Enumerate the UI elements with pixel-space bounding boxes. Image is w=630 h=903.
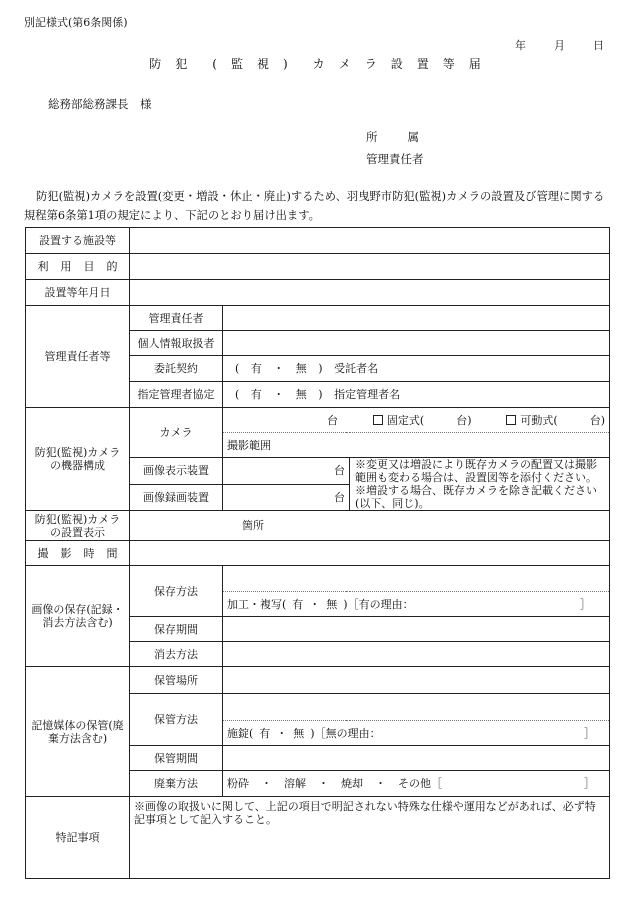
row-shooting-time (26, 541, 610, 566)
title-char: ( (212, 57, 217, 71)
erase-field[interactable] (223, 642, 610, 667)
processing-reason-label: )［有の理由： (343, 597, 414, 611)
disposal-other-option[interactable]: その他［ (398, 777, 442, 790)
shooting-time-field[interactable] (130, 541, 610, 566)
contract-yes-option[interactable]: 有 (250, 362, 262, 375)
fixed-checkbox[interactable] (373, 415, 383, 425)
title-char: 犯 (175, 57, 188, 71)
disposal-label: 廃棄方法 (130, 771, 223, 797)
camera-label: カメラ (130, 408, 223, 458)
lock-field[interactable] (223, 721, 610, 746)
paren: ) (318, 362, 323, 375)
row-display-sign (26, 511, 610, 541)
media-place-label: 保管場所 (130, 667, 223, 694)
equipment-group-label: 防犯(監視)カメラの機器構成 (26, 408, 130, 511)
title-char: 置 (416, 57, 429, 71)
title-char: 届 (468, 57, 481, 71)
form-number: 別記様式(第6条関係) (24, 16, 128, 29)
image-storage-label: 画像の保存(記録・消去方法含む) (26, 566, 130, 667)
movable-checkbox[interactable] (506, 415, 516, 425)
separator: ・ (318, 777, 329, 790)
addressee: 総務部総務課長 様 (48, 97, 152, 111)
notification-form-table (25, 227, 610, 879)
designated-label: 指定管理者協定 (130, 382, 223, 408)
purpose-label (26, 254, 130, 280)
disposal-burn-option[interactable]: 焼却 (341, 777, 363, 790)
sender-manager: 管理責任者 (366, 152, 424, 166)
date-year: 年 (515, 39, 526, 52)
intro-text: 防犯(監視)カメラを設置(変更・増設・休止・廃止)するため、羽曳野市防犯(監視)カメラの設置及び管理に関する規程第6条第1項の規定により、下記のとおり届け出ます。 (24, 190, 605, 222)
bracket: ］ (584, 777, 595, 790)
special-field[interactable] (130, 797, 610, 879)
media-label: 記憶媒体の保管(廃棄方法含む) (26, 667, 130, 797)
shooting-time-char: 時 (83, 546, 95, 560)
recorder-unit: 台 (334, 490, 345, 504)
fixed-unit: 台) (456, 413, 472, 427)
install-date-field[interactable] (130, 280, 610, 306)
row-media-place (26, 667, 610, 694)
fixed-label: 固定式( (386, 413, 425, 427)
title-char: ) (282, 57, 288, 71)
purpose-char: 目 (83, 260, 95, 273)
page-title (0, 55, 630, 72)
lock-no-option[interactable]: 無 (293, 726, 305, 740)
contractor-name-label: 受託者名 (334, 362, 379, 375)
special-label: 特記事項 (26, 797, 130, 879)
date-month: 月 (554, 39, 565, 52)
media-place-field[interactable] (223, 667, 610, 694)
row-storage-method (26, 566, 610, 592)
install-date-label: 設置等年月日 (26, 280, 130, 306)
contract-field[interactable] (223, 356, 610, 382)
shooting-time-label (26, 541, 130, 566)
media-period-label: 保管期間 (130, 746, 223, 771)
disposal-crush-option[interactable]: 粉砕 (227, 777, 249, 790)
camera-range-field[interactable] (223, 433, 610, 458)
lock-reason-label: )［無の理由： (310, 726, 381, 740)
bracket: ］ (584, 726, 595, 740)
manager-field[interactable] (223, 306, 610, 331)
manager-label: 管理責任者 (130, 306, 223, 331)
title-char: 監 (230, 57, 243, 71)
separator: ・ (273, 362, 285, 375)
title-char: 視 (256, 57, 269, 71)
display-sign-label: 防犯(監視)カメラの設置表示 (26, 511, 130, 541)
paren: ) (318, 388, 323, 401)
title-char: カ (312, 57, 325, 71)
paren: ( (235, 388, 240, 401)
title-char: ラ (364, 57, 377, 71)
disposal-field[interactable] (223, 771, 610, 797)
equipment-notes (350, 458, 610, 511)
facility-field[interactable] (130, 228, 610, 254)
lock-yes-option[interactable]: 有 (259, 726, 271, 740)
purpose-field[interactable] (130, 254, 610, 280)
separator: ・ (276, 726, 288, 740)
row-install-date (26, 280, 610, 306)
separator: ・ (261, 777, 272, 790)
equipment-note-1: ※変更又は増設により既存カメラの配置又は撮影範囲も変わる場合は、設置図等を添付ください。 (355, 458, 597, 484)
facility-label: 設置する施設等 (26, 228, 130, 254)
row-facility (26, 228, 610, 254)
shooting-time-char: 間 (106, 546, 118, 560)
display-sign-field[interactable] (130, 511, 610, 541)
row-special (26, 797, 610, 879)
media-method-label: 保管方法 (130, 694, 223, 746)
display-count-field[interactable] (223, 458, 350, 485)
designated-yes-option[interactable]: 有 (250, 388, 262, 401)
processing-field[interactable] (223, 592, 610, 617)
info-handler-label: 個人情報取扱者 (130, 331, 223, 356)
paren: ( (235, 362, 240, 375)
title-char: 設 (390, 57, 403, 71)
processing-no-option[interactable]: 無 (326, 597, 338, 611)
storage-period-field[interactable] (223, 617, 610, 642)
display-unit: 台 (334, 464, 345, 478)
processing-yes-option[interactable]: 有 (292, 597, 304, 611)
separator: ・ (273, 388, 285, 401)
camera-range-label: 撮影範囲 (227, 438, 271, 452)
row-camera (26, 408, 610, 433)
movable-unit: 台) (589, 413, 605, 427)
row-purpose (26, 254, 610, 280)
title-char: 等 (442, 57, 455, 71)
separator: ・ (309, 597, 321, 611)
bracket: ］ (580, 597, 591, 611)
purpose-char: 的 (106, 260, 118, 273)
media-method-field[interactable] (223, 694, 610, 721)
shooting-time-char: 影 (60, 546, 72, 560)
separator: ・ (375, 777, 386, 790)
recorder-count-field[interactable] (223, 484, 350, 511)
erase-label: 消去方法 (130, 642, 223, 667)
row-manager (26, 306, 610, 331)
camera-unit: 台 (327, 413, 338, 427)
contract-no-option[interactable]: 無 (295, 362, 307, 375)
storage-method-field[interactable] (223, 566, 610, 592)
contract-label: 委託契約 (130, 356, 223, 382)
purpose-char: 利 (37, 260, 49, 273)
storage-period-label: 保存期間 (130, 617, 223, 642)
shooting-time-char: 撮 (37, 546, 49, 560)
special-note: ※画像の取扱いに関して、上記の項目で明記されない特殊な仕様や運用などがあれば、必ず特記事項として記入すること。 (134, 800, 596, 826)
display-sign-unit: 箇所 (242, 519, 264, 532)
designated-no-option[interactable]: 無 (295, 388, 307, 401)
designated-field[interactable] (223, 382, 610, 408)
date-line (515, 37, 604, 53)
title-char: メ (338, 57, 351, 71)
sender-affiliation (366, 129, 419, 145)
processing-label: 加工・複写( (227, 597, 287, 611)
affiliation-char: 属 (407, 130, 419, 144)
equipment-note-2: ※増設する場合、既存カメラを除き記載ください(以下、同じ)。 (355, 484, 597, 510)
lock-label: 施錠( (227, 726, 254, 740)
disposal-dissolve-option[interactable]: 溶解 (284, 777, 306, 790)
title-char: 防 (149, 57, 162, 71)
designated-manager-name-label: 指定管理者名 (334, 388, 401, 401)
affiliation-char: 所 (366, 130, 378, 144)
media-period-field[interactable] (223, 746, 610, 771)
info-handler-field[interactable] (223, 331, 610, 356)
storage-method-label: 保存方法 (130, 566, 223, 617)
camera-count-field[interactable] (223, 408, 610, 433)
movable-label: 可動式( (520, 413, 558, 427)
display-label: 画像表示装置 (130, 458, 223, 485)
recorder-label: 画像録画装置 (130, 484, 223, 511)
manager-group-label: 管理責任者等 (26, 306, 130, 408)
date-day: 日 (593, 39, 604, 52)
purpose-char: 用 (60, 260, 72, 273)
